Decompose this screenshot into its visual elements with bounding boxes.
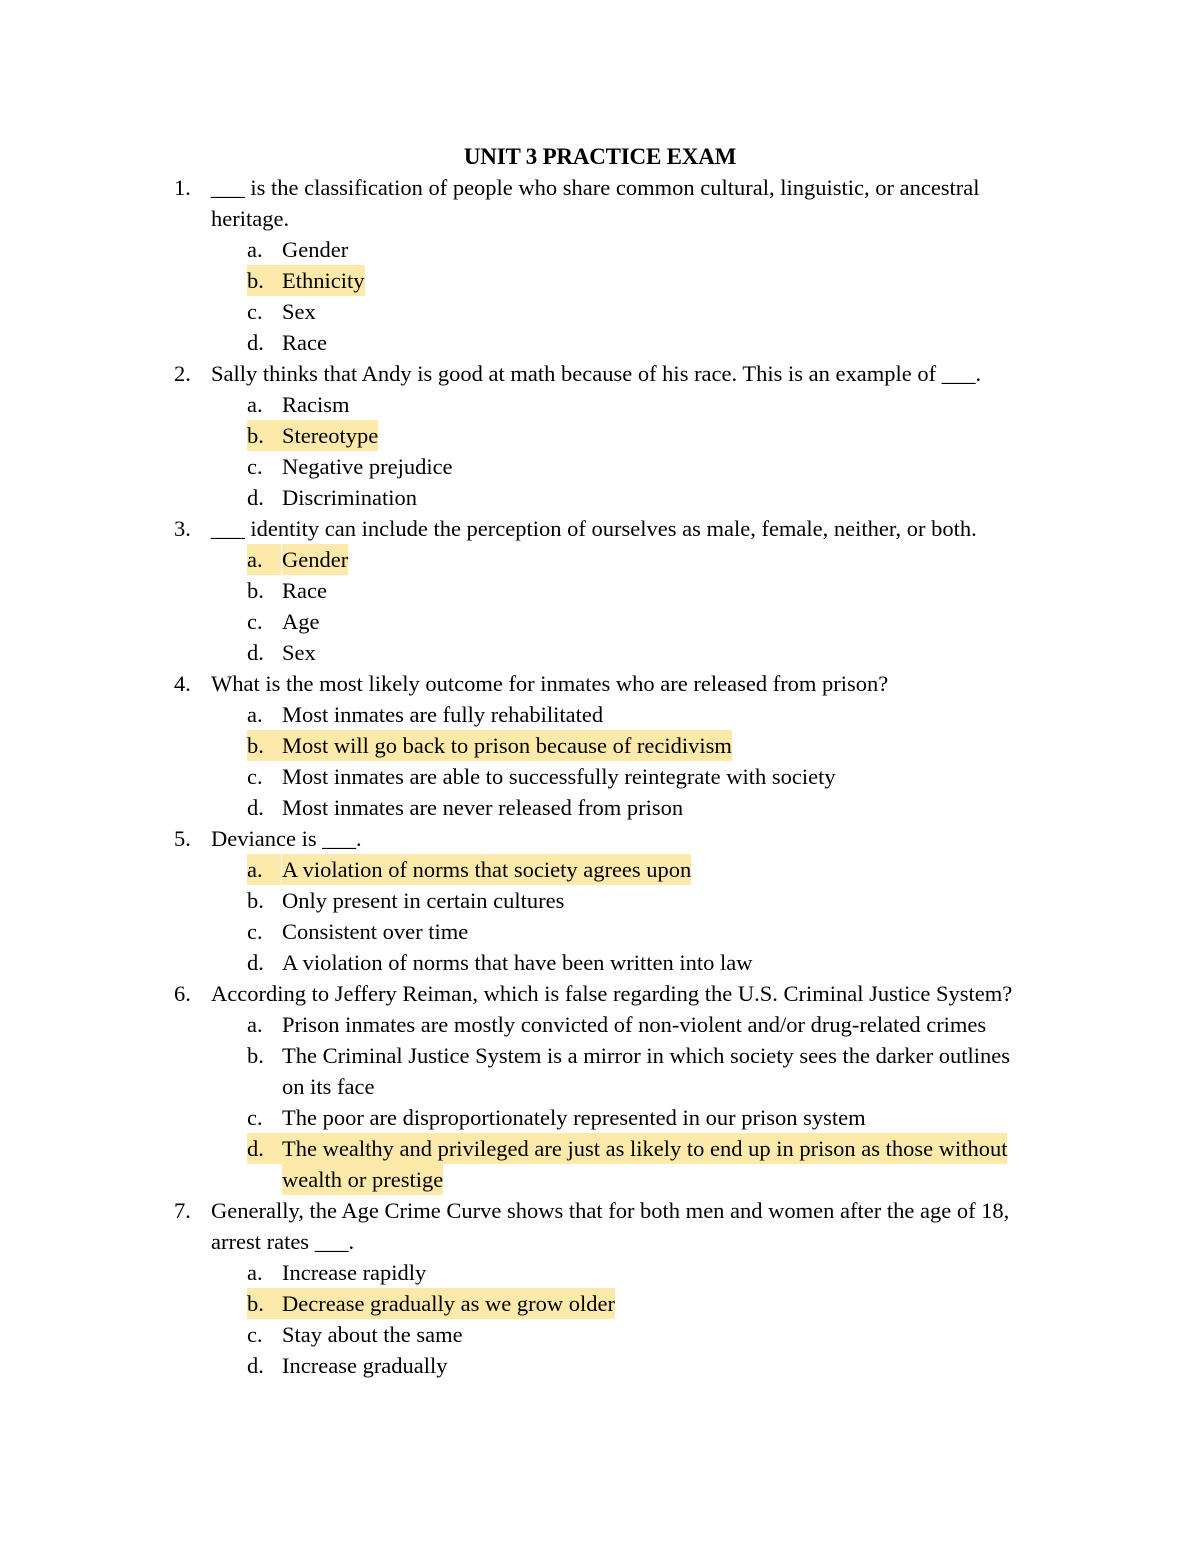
option-letter: b. (247, 888, 264, 913)
option-letter: d. (247, 1353, 264, 1378)
option-letter: a. (247, 1260, 263, 1285)
answer-option (0, 1009, 1200, 1040)
answer-option (0, 947, 1200, 978)
question-item (0, 668, 1200, 823)
option-letter: b. (247, 578, 264, 603)
option-letter: a. (247, 237, 263, 262)
option-text: Prison inmates are mostly convicted of non-violent and/or drug-related crimes (282, 1012, 987, 1037)
correct-answer-text: A violation of norms that society agrees upon (282, 854, 691, 885)
option-text: on its face (282, 1074, 375, 1099)
option-text: Race (282, 578, 327, 603)
question-text: heritage. (211, 206, 290, 231)
question-text: ___ identity can include the perception of ourselves as male, female, neither, or both. (211, 516, 977, 541)
correct-answer-text: Gender (282, 544, 348, 575)
question-line (0, 1195, 1200, 1226)
option-letter: a. (247, 854, 281, 885)
question-line (0, 203, 1200, 234)
question-line (0, 668, 1200, 699)
option-text: Discrimination (282, 485, 417, 510)
option-text: A violation of norms that have been written into law (282, 950, 753, 975)
option-letter: a. (247, 1012, 263, 1037)
answer-option (0, 1257, 1200, 1288)
correct-answer-text: The wealthy and privileged are just as likely to end up in prison as those without (282, 1133, 1007, 1164)
question-text: ___ is the classification of people who share common cultural, linguistic, or ancestral (211, 175, 980, 200)
option-text: Racism (282, 392, 350, 417)
question-number: 1. (174, 175, 191, 200)
option-letter: c. (247, 919, 263, 944)
question-text: Deviance is ___. (211, 826, 362, 851)
option-letter: c. (247, 1105, 263, 1130)
option-text: Most inmates are fully rehabilitated (282, 702, 604, 727)
question-number: 3. (174, 516, 191, 541)
answer-option (0, 916, 1200, 947)
question-text: Generally, the Age Crime Curve shows that for both men and women after the age of 18, (211, 1198, 1010, 1223)
answer-option (0, 327, 1200, 358)
question-text: What is the most likely outcome for inmates who are released from prison? (211, 671, 889, 696)
answer-option (0, 389, 1200, 420)
answer-option (0, 451, 1200, 482)
correct-answer-text: Decrease gradually as we grow older (282, 1288, 615, 1319)
answer-option (0, 730, 1200, 761)
option-letter: b. (247, 1288, 282, 1319)
question-line (0, 358, 1200, 389)
option-text: Only present in certain cultures (282, 888, 565, 913)
option-text: Most inmates are never released from prison (282, 795, 684, 820)
option-letter: b. (247, 1043, 264, 1068)
option-letter: c. (247, 299, 263, 324)
option-text: Negative prejudice (282, 454, 453, 479)
answer-option (0, 606, 1200, 637)
answer-option (0, 1102, 1200, 1133)
question-list (0, 172, 1200, 1381)
answer-option (0, 1350, 1200, 1381)
question-number: 5. (174, 826, 191, 851)
option-text: Race (282, 330, 327, 355)
option-letter: d. (247, 640, 264, 665)
option-letter: b. (247, 265, 282, 296)
page-title: UNIT 3 PRACTICE EXAM (463, 144, 737, 169)
question-line (0, 978, 1200, 1009)
option-letter: c. (247, 454, 263, 479)
option-text: Gender (282, 237, 349, 262)
question-number: 4. (174, 671, 191, 696)
answer-option (0, 296, 1200, 327)
question-item (0, 978, 1200, 1195)
question-item (0, 358, 1200, 513)
option-letter: d. (247, 1133, 282, 1164)
answer-option (0, 1133, 1200, 1164)
option-text: Increase rapidly (282, 1260, 427, 1285)
answer-option (0, 1164, 1200, 1195)
option-text: Sex (282, 299, 316, 324)
answer-option (0, 1319, 1200, 1350)
option-letter: d. (247, 485, 264, 510)
question-item (0, 1195, 1200, 1381)
option-letter: c. (247, 1322, 263, 1347)
question-line (0, 823, 1200, 854)
option-text: Sex (282, 640, 316, 665)
correct-answer-text: Stereotype (282, 420, 378, 451)
question-item (0, 513, 1200, 668)
answer-option (0, 854, 1200, 885)
option-text: The poor are disproportionately represented in our prison system (282, 1105, 866, 1130)
answer-option (0, 1288, 1200, 1319)
option-letter: d. (247, 950, 264, 975)
option-letter: c. (247, 609, 263, 634)
option-letter: a. (247, 544, 281, 575)
question-number: 2. (174, 361, 191, 386)
question-item (0, 172, 1200, 358)
option-text: Age (282, 609, 320, 634)
question-number: 7. (174, 1198, 191, 1223)
answer-option (0, 482, 1200, 513)
correct-answer-text: Ethnicity (282, 265, 365, 296)
question-text: According to Jeffery Reiman, which is false regarding the U.S. Criminal Justice System? (211, 981, 1013, 1006)
option-letter: b. (247, 730, 282, 761)
option-letter: d. (247, 330, 264, 355)
option-letter: a. (247, 702, 263, 727)
question-number: 6. (174, 981, 191, 1006)
answer-option (0, 234, 1200, 265)
answer-option (0, 637, 1200, 668)
answer-option (0, 761, 1200, 792)
question-text: Sally thinks that Andy is good at math because of his race. This is an example of ___. (211, 361, 982, 386)
option-text: The Criminal Justice System is a mirror in which society sees the darker outlines (282, 1043, 1010, 1068)
option-text: Most inmates are able to successfully reintegrate with society (282, 764, 836, 789)
question-line (0, 1226, 1200, 1257)
answer-option (0, 1071, 1200, 1102)
option-letter: a. (247, 392, 263, 417)
option-letter: c. (247, 764, 263, 789)
correct-answer-text: wealth or prestige (282, 1164, 443, 1195)
answer-option (0, 885, 1200, 916)
answer-option (0, 792, 1200, 823)
option-letter: b. (247, 420, 282, 451)
question-text: arrest rates ___. (211, 1229, 355, 1254)
option-letter: d. (247, 795, 264, 820)
question-line (0, 172, 1200, 203)
answer-option (0, 575, 1200, 606)
option-text: Stay about the same (282, 1322, 463, 1347)
correct-answer-text: Most will go back to prison because of recidivism (282, 730, 732, 761)
answer-option (0, 265, 1200, 296)
answer-option (0, 699, 1200, 730)
answer-option (0, 420, 1200, 451)
question-item (0, 823, 1200, 978)
answer-option (0, 544, 1200, 575)
option-text: Consistent over time (282, 919, 469, 944)
option-text: Increase gradually (282, 1353, 448, 1378)
question-line (0, 513, 1200, 544)
answer-option (0, 1040, 1200, 1071)
